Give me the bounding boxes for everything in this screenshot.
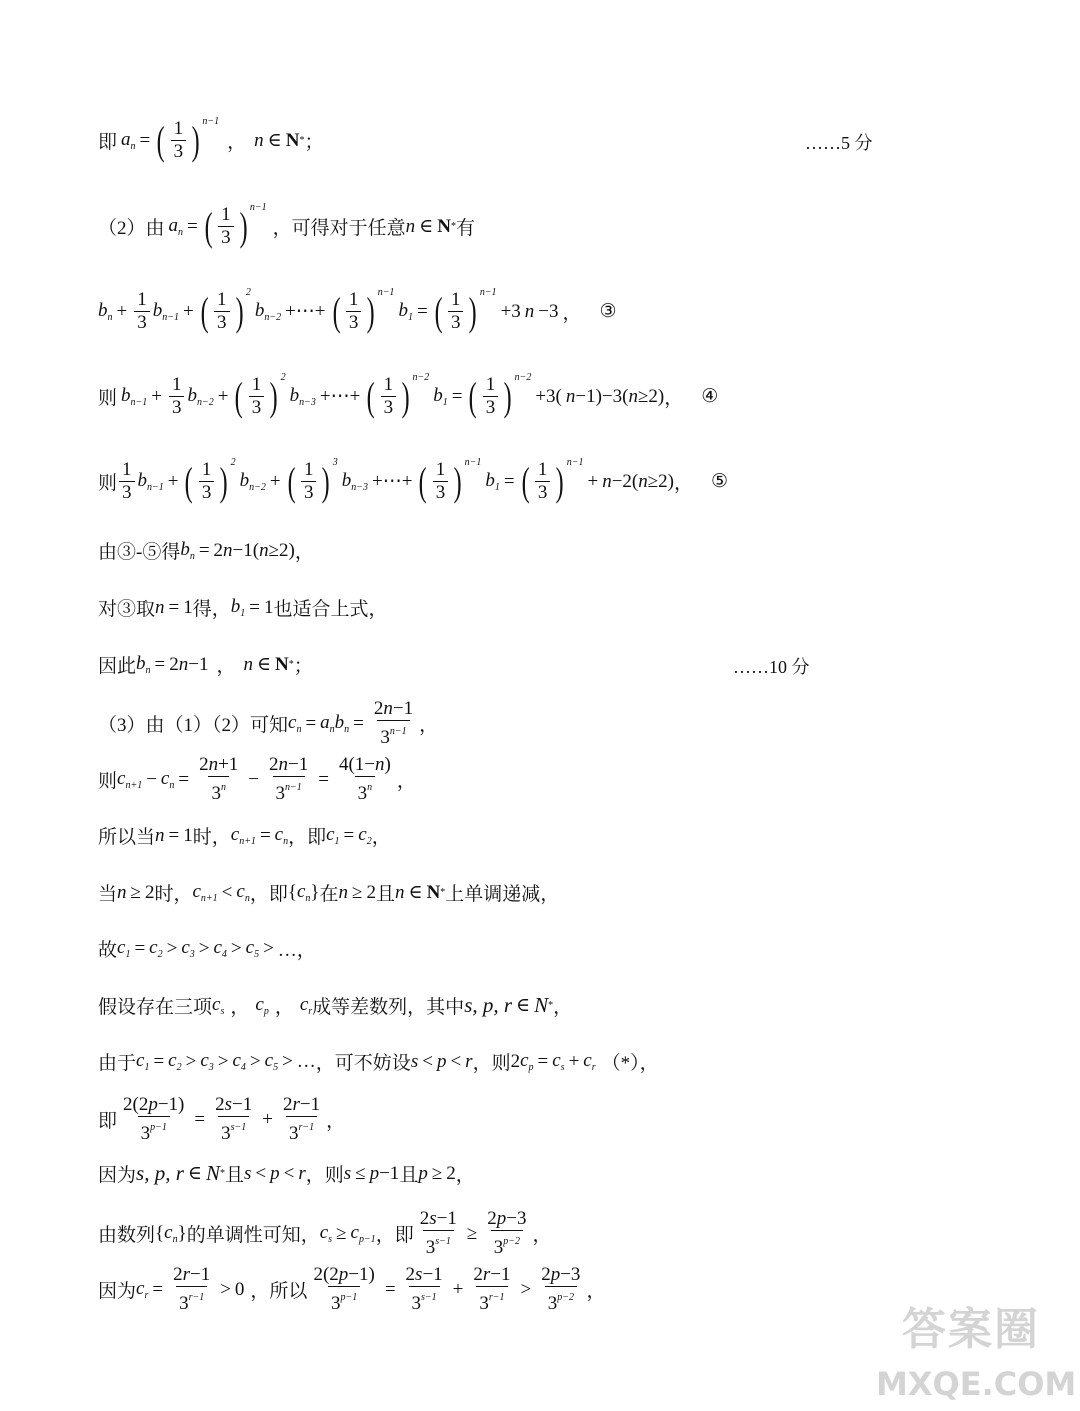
text-l14-tail: 成等差数列，其中 [312, 997, 465, 1018]
line-16: 即 $\frac{2(2p-1)}{3^{p-1}}$ = $\frac{2s-1}{3^{s-1}}$ + $\frac{2r-1}{3^{r-1}}$ ， [98, 1094, 346, 1144]
text-l8-tail: ； [293, 656, 313, 677]
line-5: 则 $\frac{1}{3}$ $b_{n-1}$ + ( $\frac{1}{3}$ ) 2 $b_{n-2}$ + ( $\frac{1}{3}$ ) 3 $b_{n-3}$ +⋯+ ( $\frac{1}{3}$ ) n−1 $b_1$ = ( $\frac{1}{3}$ ) n−1 + n −2( n ≥2) ， ⑤ [98, 457, 729, 504]
watermark-cn: 答案圈 [902, 1304, 1040, 1355]
text-l19: 因为 [98, 1281, 137, 1302]
text-l7-mid: 得， [192, 599, 231, 620]
line-18: 由数列 { $c_n$ } 的单调性可知， $c_s$ ≥ $c_{p-1}$ ，即 $\frac{2s-1}{3^{s-1}}$ ≥ $\frac{2p-3}{3^{p-2}}$ ， [98, 1208, 552, 1258]
line-14: 假设存在三项 $c_s$ ， $c_p$ ， $c_r$ 成等差数列，其中 s, p, r ∈ N * ， [98, 993, 573, 1018]
line-4: 则 $b_{n-1}$ + $\frac{1}{3}$ $b_{n-2}$ + ( $\frac{1}{3}$ ) 2 $b_{n-3}$ +⋯+ ( $\frac{1}{3}$ ) n−2 $b_1$ = ( $\frac{1}{3}$ ) n−2 +3( n −1)−3( n ≥2) ， ④ [98, 372, 719, 419]
line-8: 因此 $b_n$ = 2 n −1 ， n ∈ N * ； [98, 653, 313, 677]
line-15: 由于 $c_1$ = $c_2$ > $c_3$ > $c_4$ > $c_5$ > … ，可不妨设 s < p < r ，则 2 $c_p$ = $c_s$ + $c_r$ （*）， [98, 1050, 659, 1074]
text-l15-tail: （*）， [601, 1053, 659, 1074]
text-l11: 所以当 [98, 827, 156, 848]
text-l17-mid3: 且 [399, 1165, 419, 1186]
text-ze: 则 [98, 388, 118, 409]
text-ze2: 则 [98, 473, 118, 494]
line-11: 所以当 n = 1 时， $c_{n+1}$ = $c_n$ ，即 $c_1$ = $c_2$ ， [98, 824, 391, 848]
circle-5: ⑤ [711, 471, 729, 492]
text-l12-mid3: 在 [319, 884, 339, 905]
text-any: ，可得对于任意 [272, 218, 406, 239]
text-l12-mid: 时， [154, 884, 193, 905]
text-you: （2）由 [98, 218, 165, 239]
text-l8: 因此 [98, 656, 137, 677]
line-1: 即 $a_n$ = ( $\frac{1}{3}$ ) n−1 ， n ∈ N * ； [98, 116, 324, 163]
text-l17-mid2: ，则 [305, 1165, 344, 1186]
text-l11-mid: 时， [192, 827, 231, 848]
line-3: $b_n$ + $\frac{1}{3}$ $b_{n-1}$ + ( $\frac{1}{3}$ ) 2 $b_{n-2}$ +⋯+ ( $\frac{1}{3}$ ) n−1 $b_1$ = ( $\frac{1}{3}$ ) n−1 +3 n −3 ， ③ [98, 287, 617, 334]
text-l12-mid4: 且 [375, 884, 395, 905]
text-l15-mid: ，可不妨设 [315, 1053, 411, 1074]
text-l14: 假设存在三项 [98, 997, 213, 1018]
line-6: 由③-⑤得 $b_n$ = 2 n −1( n ≥2) ， [98, 539, 314, 563]
text-l17: 因为 [98, 1165, 137, 1186]
line-13: 故 $c_1$ = $c_2$ > $c_3$ > $c_4$ > $c_5$ > …， [98, 937, 316, 961]
text-l11-tail: ， [371, 827, 391, 848]
math: $a_n$ [121, 129, 136, 152]
text-l13: 故 [98, 940, 118, 961]
text-l19-mid: ，所以 [250, 1281, 308, 1302]
line-17: 因为 s, p, r ∈ N * 且 s < p < r ，则 s ≤ p −1 且 p ≥ 2 ， [98, 1161, 475, 1186]
text-l6: 由③-⑤得 [98, 542, 181, 563]
text-you2: 有 [455, 218, 475, 239]
line-10: 则 $c_{n+1}$ − $c_n$ = $\frac{2n+1}{3^n}$ − $\frac{2n-1}{3^{n-1}}$ = $\frac{4(1-n)}{3^n}$ ， [98, 754, 416, 804]
text-l11-mid2: ，即 [288, 827, 327, 848]
circle-3: ③ [599, 301, 617, 322]
line-7: 对③取 n = 1 得， $b_1$ = 1 也适合上式， [98, 596, 388, 620]
text-l12: 当 [98, 884, 118, 905]
watermark-en: MXQE.COM [876, 1365, 1077, 1403]
watermark-logo [876, 1293, 1077, 1403]
text-l18: 由数列 [98, 1225, 156, 1246]
text-l7: 对③取 [98, 599, 156, 620]
text-l18-mid2: ，即 [375, 1225, 414, 1246]
line-9: （3）由（1）（2）可知 $c_n$ = $a_nb_n$ = $\frac{2n-1}{3^{n-1}}$ ， [98, 698, 439, 748]
text-l15: 由于 [98, 1053, 137, 1074]
line-19: 因为 $c_r$ = $\frac{2r-1}{3^{r-1}}$ > 0 ，所以 $\frac{2(2p-1)}{3^{p-1}}$ = $\frac{2s-1}{3^{s-1}}$ + $\frac{2r-1}{3^{r-1}}$ > $\frac{2p-3}{3^{p-2}}$ ， [98, 1264, 606, 1314]
line-12: 当 n ≥ 2 时， $c_{n+1}$ < $c_n$ ，即 { $c_n$ } 在 n ≥ 2 且 n ∈ N * 上单调递减， [98, 881, 560, 905]
text-l17-mid: 且 [224, 1165, 244, 1186]
text-l18-mid: 的单调性可知， [186, 1225, 320, 1246]
score-5: ……5 分 [805, 133, 873, 153]
line-2: （2）由 $a_n$ = ( $\frac{1}{3}$ ) n−1 ，可得对于任意 n ∈ N * 有 [98, 202, 475, 249]
text-l17-tail: ， [455, 1165, 475, 1186]
text-l10: 则 [98, 771, 118, 792]
circle-4: ④ [701, 386, 719, 407]
text-l9: （3）由（1）（2）可知 [98, 715, 289, 736]
text-l15-mid2: ，则 [472, 1053, 511, 1074]
text-l6-tail: ， [294, 542, 314, 563]
text-ji: 即 [98, 132, 118, 153]
text-l7-tail: 也适合上式， [273, 599, 388, 620]
score-10: ……10 分 [733, 657, 810, 677]
text-l12-mid2: ，即 [249, 884, 288, 905]
text-l16: 即 [98, 1111, 118, 1132]
text-l12-tail: 上单调递减， [445, 884, 560, 905]
